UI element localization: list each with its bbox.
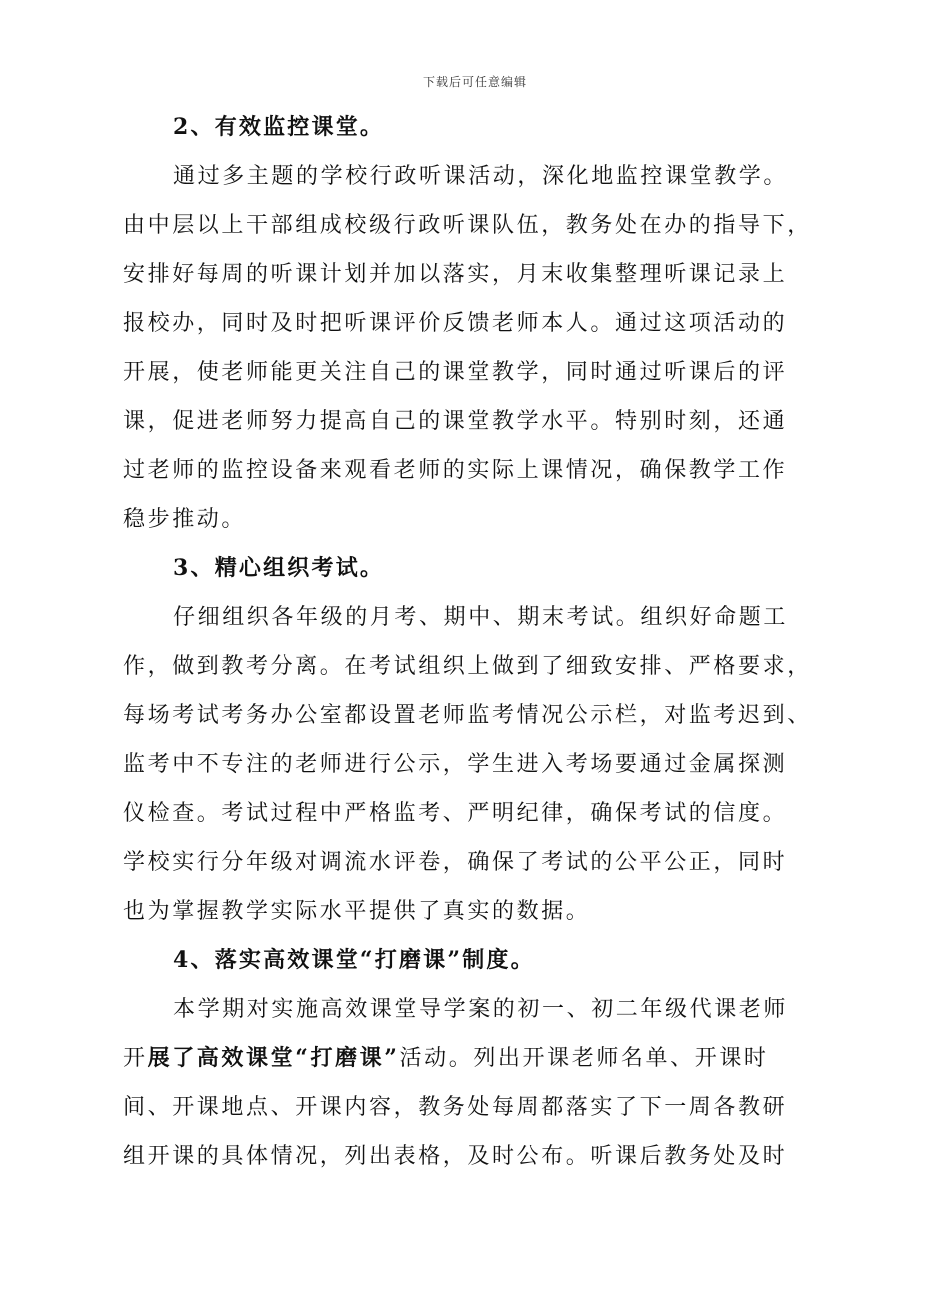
paragraph-line: 过老师的监控设备来观看老师的实际上课情况，确保教学工作: [123, 458, 788, 483]
bold-phrase: 展了高效课堂“打磨课”: [147, 1045, 400, 1071]
paragraph-line: 也为掌握教学实际水平提供了真实的数据。: [123, 899, 591, 924]
section-heading-2: 2、有效监控课堂。: [173, 114, 385, 140]
paragraph-line: 安排好每周的听课计划并加以落实，月末收集整理听课记录上: [123, 262, 788, 287]
paragraph-line: 间、开课地点、开课内容，教务处每周都落实了下一周各教研: [123, 1095, 788, 1120]
paragraph-line: 本学期对实施高效课堂导学案的初一、初二年级代课老师: [173, 997, 789, 1022]
paragraph-line: 仔细组织各年级的月考、期中、期末考试。组织好命题工: [173, 605, 789, 630]
document-body: [123, 103, 843, 1181]
paragraph-line: 通过多主题的学校行政听课活动，深化地监控课堂教学。: [173, 164, 789, 189]
paragraph-line: 监考中不专注的老师进行公示，学生进入考场要通过金属探测: [123, 752, 788, 777]
paragraph-line-mixed: [123, 1034, 843, 1083]
line-prefix: 开: [123, 1046, 148, 1071]
section-heading-4: 4、落实高效课堂“打磨课”制度。: [173, 947, 535, 973]
paragraph-line: 每场考试考务办公室都设置老师监考情况公示栏，对监考迟到、: [123, 703, 812, 728]
paragraph-line: 稳步推动。: [123, 507, 247, 532]
paragraph-line: 学校实行分年级对调流水评卷，确保了考试的公平公正，同时: [123, 850, 788, 875]
paragraph-line: 作，做到教考分离。在考试组织上做到了细致安排、严格要求，: [123, 654, 812, 679]
section-heading-3: 3、精心组织考试。: [173, 555, 385, 581]
line-suffix: 活动。列出开课老师名单、开课时: [399, 1046, 769, 1071]
paragraph-line: 仪检查。考试过程中严格监考、严明纪律，确保考试的信度。: [123, 801, 788, 826]
paragraph-line: 报校办，同时及时把听课评价反馈老师本人。通过这项活动的: [123, 311, 788, 336]
paragraph-line: 开展，使老师能更关注自己的课堂教学，同时通过听课后的评: [123, 360, 788, 385]
paragraph-line: 组开课的具体情况，列出表格，及时公布。听课后教务处及时: [123, 1144, 788, 1169]
header-note: 下载后可任意编辑: [422, 75, 527, 89]
paragraph-line: 由中层以上干部组成校级行政听课队伍，教务处在办的指导下，: [123, 213, 812, 238]
paragraph-line: 课，促进老师努力提高自己的课堂教学水平。特别时刻，还通: [123, 409, 788, 434]
